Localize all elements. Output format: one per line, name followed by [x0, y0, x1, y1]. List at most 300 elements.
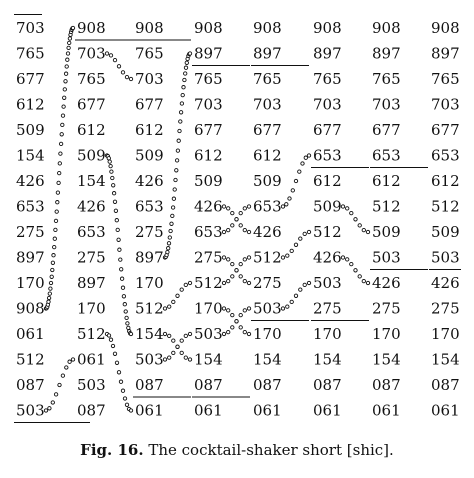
- cell-c2-r2: 703: [135, 70, 164, 88]
- cell-c3-r6: 509: [194, 172, 223, 190]
- cell-c7-r2: 765: [431, 70, 460, 88]
- cell-c5-r9: 426: [313, 248, 342, 267]
- path-dot: [222, 205, 225, 208]
- cell-c6-r9: 503: [372, 248, 401, 267]
- path-dot: [64, 72, 67, 75]
- path-dot: [121, 389, 124, 392]
- path-dot: [44, 409, 47, 412]
- cell-c4-r3: 703: [253, 95, 282, 114]
- path-dot: [163, 307, 166, 310]
- path-dot: [243, 309, 246, 312]
- path-dot: [123, 303, 126, 306]
- cell-c4-r0: 908: [253, 19, 282, 37]
- path-dot: [113, 200, 116, 203]
- path-dot: [183, 78, 186, 81]
- cell-c1-r6: 154: [77, 172, 106, 190]
- path-dot: [239, 326, 242, 329]
- path-dot: [117, 238, 120, 241]
- cell-c5-r5: 653: [313, 146, 342, 165]
- path-dot: [188, 332, 191, 335]
- cell-c4-r1: 897: [253, 44, 282, 63]
- cell-c7-r6: 612: [431, 172, 460, 190]
- path-dot: [65, 65, 68, 68]
- path-dot: [178, 129, 181, 132]
- cell-c0-r11: 908: [16, 299, 45, 318]
- path-dot: [243, 228, 246, 231]
- path-dot: [304, 156, 307, 159]
- cell-c0-r12: 061: [16, 325, 45, 343]
- cell-c0-r6: 426: [16, 172, 45, 190]
- cell-c5-r8: 512: [313, 223, 342, 241]
- path-dot: [107, 334, 110, 337]
- path-dot: [175, 159, 178, 162]
- path-dot: [299, 237, 302, 240]
- cell-c3-r9: 275: [194, 248, 223, 267]
- cell-c6-r3: 703: [372, 95, 401, 114]
- path-dot: [184, 72, 187, 75]
- path-dot: [68, 41, 71, 44]
- path-dot: [61, 114, 64, 117]
- path-dot: [227, 258, 230, 261]
- path-dot: [68, 37, 71, 40]
- path-dot: [181, 93, 184, 96]
- path-dot: [231, 275, 234, 278]
- path-dot: [184, 356, 187, 359]
- cell-c6-r7: 512: [372, 197, 401, 216]
- path-dot: [115, 219, 118, 222]
- cell-c0-r5: 154: [16, 146, 45, 165]
- cell-c2-r10: 170: [135, 274, 164, 292]
- cell-c1-r11: 170: [77, 299, 106, 318]
- path-dot: [109, 54, 112, 57]
- path-dot: [112, 192, 115, 195]
- cell-c0-r0: 703: [16, 19, 45, 37]
- path-dot: [173, 188, 176, 191]
- cell-c1-r13: 061: [77, 350, 106, 369]
- path-dot: [129, 332, 132, 335]
- path-dot: [239, 275, 242, 278]
- cell-c6-r1: 897: [372, 44, 401, 63]
- path-dot: [247, 256, 250, 259]
- path-dot: [290, 249, 293, 252]
- cell-c3-r3: 703: [194, 95, 223, 114]
- path-dot: [307, 230, 310, 233]
- path-dot: [176, 149, 179, 152]
- cell-c3-r2: 765: [194, 70, 223, 88]
- path-dot: [172, 339, 175, 342]
- path-dot: [362, 279, 365, 282]
- path-dot: [180, 102, 183, 105]
- cell-c7-r0: 908: [431, 19, 460, 37]
- path-dot: [105, 52, 108, 55]
- path-dot: [71, 26, 74, 29]
- cell-c7-r11: 275: [431, 299, 460, 318]
- cell-c0-r4: 509: [16, 121, 45, 139]
- path-dot: [59, 142, 62, 145]
- path-dot: [125, 75, 128, 78]
- path-dot: [163, 358, 166, 361]
- path-dot: [108, 160, 111, 163]
- path-dot: [53, 237, 56, 240]
- path-dot: [166, 250, 169, 253]
- path-dot: [247, 307, 250, 310]
- path-dot: [243, 330, 246, 333]
- movement-path: [281, 281, 310, 310]
- cell-c1-r9: 275: [77, 248, 106, 267]
- path-dot: [66, 52, 69, 55]
- cell-c0-r1: 765: [16, 44, 45, 63]
- path-dot: [231, 262, 234, 265]
- movement-path: [105, 332, 132, 412]
- cell-c5-r11: 275: [313, 299, 342, 318]
- path-dot: [119, 380, 122, 383]
- path-dot: [168, 334, 171, 337]
- cell-c7-r13: 154: [431, 350, 460, 369]
- path-dot: [171, 214, 174, 217]
- path-dot: [63, 88, 66, 91]
- path-dot: [222, 256, 225, 259]
- path-dot: [169, 229, 172, 232]
- path-dot: [222, 281, 225, 284]
- path-dot: [239, 262, 242, 265]
- path-dot: [168, 356, 171, 359]
- path-dot: [286, 254, 289, 257]
- path-dot: [51, 261, 54, 264]
- path-dot: [231, 313, 234, 316]
- path-dot: [227, 228, 230, 231]
- path-dot: [307, 154, 310, 157]
- cell-c4-r4: 677: [253, 121, 282, 139]
- cell-c7-r15: 061: [431, 401, 460, 420]
- cell-c6-r10: 426: [372, 274, 401, 292]
- path-dot: [180, 339, 183, 342]
- path-dot: [177, 139, 180, 142]
- path-dot: [247, 205, 250, 208]
- path-dot: [125, 403, 128, 406]
- path-dot: [174, 178, 177, 181]
- path-dot: [294, 179, 297, 182]
- cell-c4-r8: 426: [253, 223, 282, 241]
- cell-c7-r9: 503: [431, 248, 460, 267]
- cell-c5-r14: 087: [313, 376, 342, 394]
- cell-c7-r14: 087: [431, 376, 460, 394]
- cell-c3-r0: 908: [194, 19, 223, 37]
- cell-c4-r5: 612: [253, 146, 282, 165]
- cell-c3-r10: 512: [194, 274, 223, 292]
- path-dot: [243, 258, 246, 261]
- path-dot: [172, 351, 175, 354]
- cell-c3-r12: 503: [194, 325, 223, 343]
- path-dot: [358, 275, 361, 278]
- path-dot: [301, 162, 304, 165]
- path-dot: [170, 222, 173, 225]
- path-dot: [227, 330, 230, 333]
- path-dot: [281, 256, 284, 259]
- path-dot: [180, 351, 183, 354]
- path-dot: [176, 345, 179, 348]
- path-dot: [114, 209, 117, 212]
- path-dot: [167, 242, 170, 245]
- cell-c4-r12: 170: [253, 325, 282, 343]
- path-dot: [354, 269, 357, 272]
- path-dot: [111, 344, 114, 347]
- movement-path: [341, 256, 369, 285]
- figure-caption: [0, 441, 474, 459]
- path-dot: [294, 294, 297, 297]
- movement-path: [105, 52, 132, 81]
- cell-c4-r6: 509: [253, 172, 282, 190]
- path-dot: [48, 407, 51, 410]
- cell-c1-r10: 897: [77, 274, 106, 292]
- path-dot: [171, 206, 174, 209]
- path-dot: [188, 52, 191, 55]
- path-dot: [129, 409, 132, 412]
- path-dot: [172, 300, 175, 303]
- cell-c0-r15: 503: [16, 401, 45, 420]
- movement-path: [44, 358, 74, 412]
- path-dot: [350, 211, 353, 214]
- path-dot: [239, 211, 242, 214]
- path-dot: [288, 197, 291, 200]
- path-dot: [49, 281, 52, 284]
- cell-c6-r11: 275: [372, 299, 401, 318]
- path-dot: [294, 243, 297, 246]
- cell-c5-r2: 765: [313, 70, 342, 88]
- movement-path: [163, 52, 191, 259]
- cell-c1-r2: 765: [77, 70, 106, 88]
- cell-c2-r11: 512: [135, 299, 164, 318]
- path-dot: [121, 71, 124, 74]
- cell-c3-r7: 426: [194, 197, 223, 216]
- cell-c1-r12: 512: [77, 325, 106, 343]
- path-dot: [231, 211, 234, 214]
- path-dot: [235, 218, 238, 221]
- cell-c6-r4: 677: [372, 121, 401, 139]
- path-dot: [303, 232, 306, 235]
- path-dot: [239, 313, 242, 316]
- path-dot: [235, 269, 238, 272]
- path-dot: [62, 96, 65, 99]
- cell-c2-r4: 612: [135, 121, 164, 139]
- cell-c2-r3: 677: [135, 95, 164, 114]
- path-dot: [126, 322, 129, 325]
- path-dot: [172, 197, 175, 200]
- cell-c6-r5: 653: [372, 146, 401, 165]
- path-dot: [303, 283, 306, 286]
- path-dot: [49, 287, 52, 290]
- cell-c5-r13: 154: [313, 350, 342, 369]
- cell-c3-r5: 612: [194, 146, 223, 165]
- caption-label: Fig. 16.: [80, 441, 144, 459]
- cell-c1-r5: 509: [77, 146, 106, 165]
- path-dot: [110, 170, 113, 173]
- path-dot: [299, 288, 302, 291]
- path-dot: [54, 228, 57, 231]
- movement-path: [163, 281, 191, 310]
- cell-c1-r15: 087: [77, 401, 106, 420]
- cell-c7-r7: 512: [431, 197, 460, 216]
- path-dot: [113, 58, 116, 61]
- cell-c4-r9: 512: [253, 248, 282, 267]
- path-dot: [58, 171, 61, 174]
- cell-c5-r4: 677: [313, 121, 342, 139]
- cell-c5-r10: 503: [313, 274, 342, 292]
- path-dot: [116, 228, 119, 231]
- path-dot: [227, 207, 230, 210]
- cell-c3-r15: 061: [194, 401, 223, 420]
- path-dot: [71, 358, 74, 361]
- caption-text: The cocktail-shaker short [shic].: [148, 441, 394, 459]
- path-dot: [123, 397, 126, 400]
- cell-c1-r4: 612: [77, 121, 106, 139]
- cell-c5-r15: 061: [313, 401, 342, 420]
- path-dot: [281, 205, 284, 208]
- cell-c7-r12: 170: [431, 325, 460, 343]
- path-dot: [65, 366, 68, 369]
- cell-c3-r1: 897: [194, 44, 223, 63]
- cell-c3-r4: 677: [194, 121, 223, 139]
- path-dot: [346, 258, 349, 261]
- path-dot: [67, 46, 70, 49]
- path-dot: [129, 77, 132, 80]
- cell-c0-r9: 897: [16, 248, 45, 267]
- path-dot: [188, 281, 191, 284]
- path-dot: [117, 371, 120, 374]
- cell-c2-r6: 426: [135, 172, 164, 190]
- path-dot: [346, 207, 349, 210]
- path-dot: [119, 258, 122, 261]
- cell-c6-r0: 908: [372, 19, 401, 37]
- path-dot: [247, 230, 250, 233]
- movement-path: [281, 154, 310, 208]
- path-dot: [179, 120, 182, 123]
- path-dot: [239, 224, 242, 227]
- path-dot: [184, 66, 187, 69]
- path-dot: [61, 374, 64, 377]
- path-dot: [281, 307, 284, 310]
- path-dot: [227, 279, 230, 282]
- movement-path: [44, 26, 74, 310]
- cell-c0-r8: 275: [16, 223, 45, 241]
- cell-c6-r2: 765: [372, 70, 401, 88]
- path-dot: [109, 338, 112, 341]
- path-dot: [185, 61, 188, 64]
- cell-c7-r10: 426: [431, 274, 460, 292]
- path-dot: [48, 292, 51, 295]
- path-dot: [341, 256, 344, 259]
- cell-c5-r6: 612: [313, 172, 342, 190]
- cell-c2-r8: 275: [135, 223, 164, 241]
- path-dot: [286, 305, 289, 308]
- path-dot: [55, 210, 58, 213]
- path-dot: [184, 334, 187, 337]
- path-dot: [247, 281, 250, 284]
- cell-c2-r12: 154: [135, 325, 164, 343]
- path-dot: [231, 224, 234, 227]
- path-dot: [175, 169, 178, 172]
- cell-c2-r14: 087: [135, 376, 164, 394]
- path-dot: [163, 332, 166, 335]
- cell-c6-r12: 170: [372, 325, 401, 343]
- cell-c4-r2: 765: [253, 70, 282, 88]
- cell-c4-r7: 653: [253, 197, 282, 216]
- cell-c1-r0: 908: [77, 19, 106, 37]
- cell-c0-r2: 677: [16, 70, 45, 88]
- cell-c1-r14: 503: [77, 376, 106, 394]
- path-dot: [47, 296, 50, 299]
- cell-c7-r4: 677: [431, 121, 460, 139]
- cell-c1-r3: 677: [77, 95, 106, 114]
- cell-c0-r13: 512: [16, 350, 45, 369]
- path-dot: [58, 162, 61, 165]
- path-dot: [117, 65, 120, 68]
- path-dot: [222, 230, 225, 233]
- cell-c0-r10: 170: [16, 274, 45, 292]
- path-dot: [247, 332, 250, 335]
- cell-c4-r13: 154: [253, 350, 282, 369]
- path-dot: [112, 184, 115, 187]
- path-dot: [121, 286, 124, 289]
- path-dot: [51, 268, 54, 271]
- path-dot: [50, 275, 53, 278]
- path-dot: [113, 352, 116, 355]
- cell-c1-r1: 703: [77, 44, 106, 63]
- cell-c6-r15: 061: [372, 401, 401, 420]
- path-dot: [52, 254, 55, 257]
- path-dot: [61, 123, 64, 126]
- path-dot: [182, 86, 185, 89]
- movement-path: [105, 154, 132, 336]
- cell-c3-r13: 154: [194, 350, 223, 369]
- path-dot: [118, 248, 121, 251]
- path-dot: [120, 277, 123, 280]
- path-dot: [188, 358, 191, 361]
- cell-c1-r8: 653: [77, 223, 106, 241]
- path-dot: [53, 245, 56, 248]
- path-dot: [60, 133, 63, 136]
- path-dot: [109, 164, 112, 167]
- path-dot: [111, 176, 114, 179]
- cell-c4-r10: 275: [253, 274, 282, 292]
- path-dot: [62, 105, 65, 108]
- path-dot: [51, 401, 54, 404]
- path-dot: [64, 80, 67, 83]
- cell-c6-r6: 612: [372, 172, 401, 190]
- cell-c3-r8: 653: [194, 223, 223, 241]
- path-dot: [366, 230, 369, 233]
- path-dot: [122, 295, 125, 298]
- path-dot: [341, 205, 344, 208]
- path-dot: [243, 207, 246, 210]
- path-dot: [59, 152, 62, 155]
- cell-c6-r13: 154: [372, 350, 401, 369]
- path-dot: [176, 294, 179, 297]
- path-dot: [168, 236, 171, 239]
- path-dot: [307, 281, 310, 284]
- path-dot: [56, 201, 59, 204]
- cell-c7-r1: 897: [431, 44, 460, 63]
- path-dot: [366, 281, 369, 284]
- path-dot: [350, 262, 353, 265]
- path-dot: [124, 310, 127, 313]
- cell-c5-r12: 170: [313, 325, 342, 343]
- cell-c7-r3: 703: [431, 95, 460, 114]
- cell-c2-r0: 908: [135, 19, 164, 37]
- cell-c6-r14: 087: [372, 376, 401, 394]
- path-dot: [231, 326, 234, 329]
- movement-path: [281, 230, 310, 259]
- cell-c2-r9: 897: [135, 248, 164, 267]
